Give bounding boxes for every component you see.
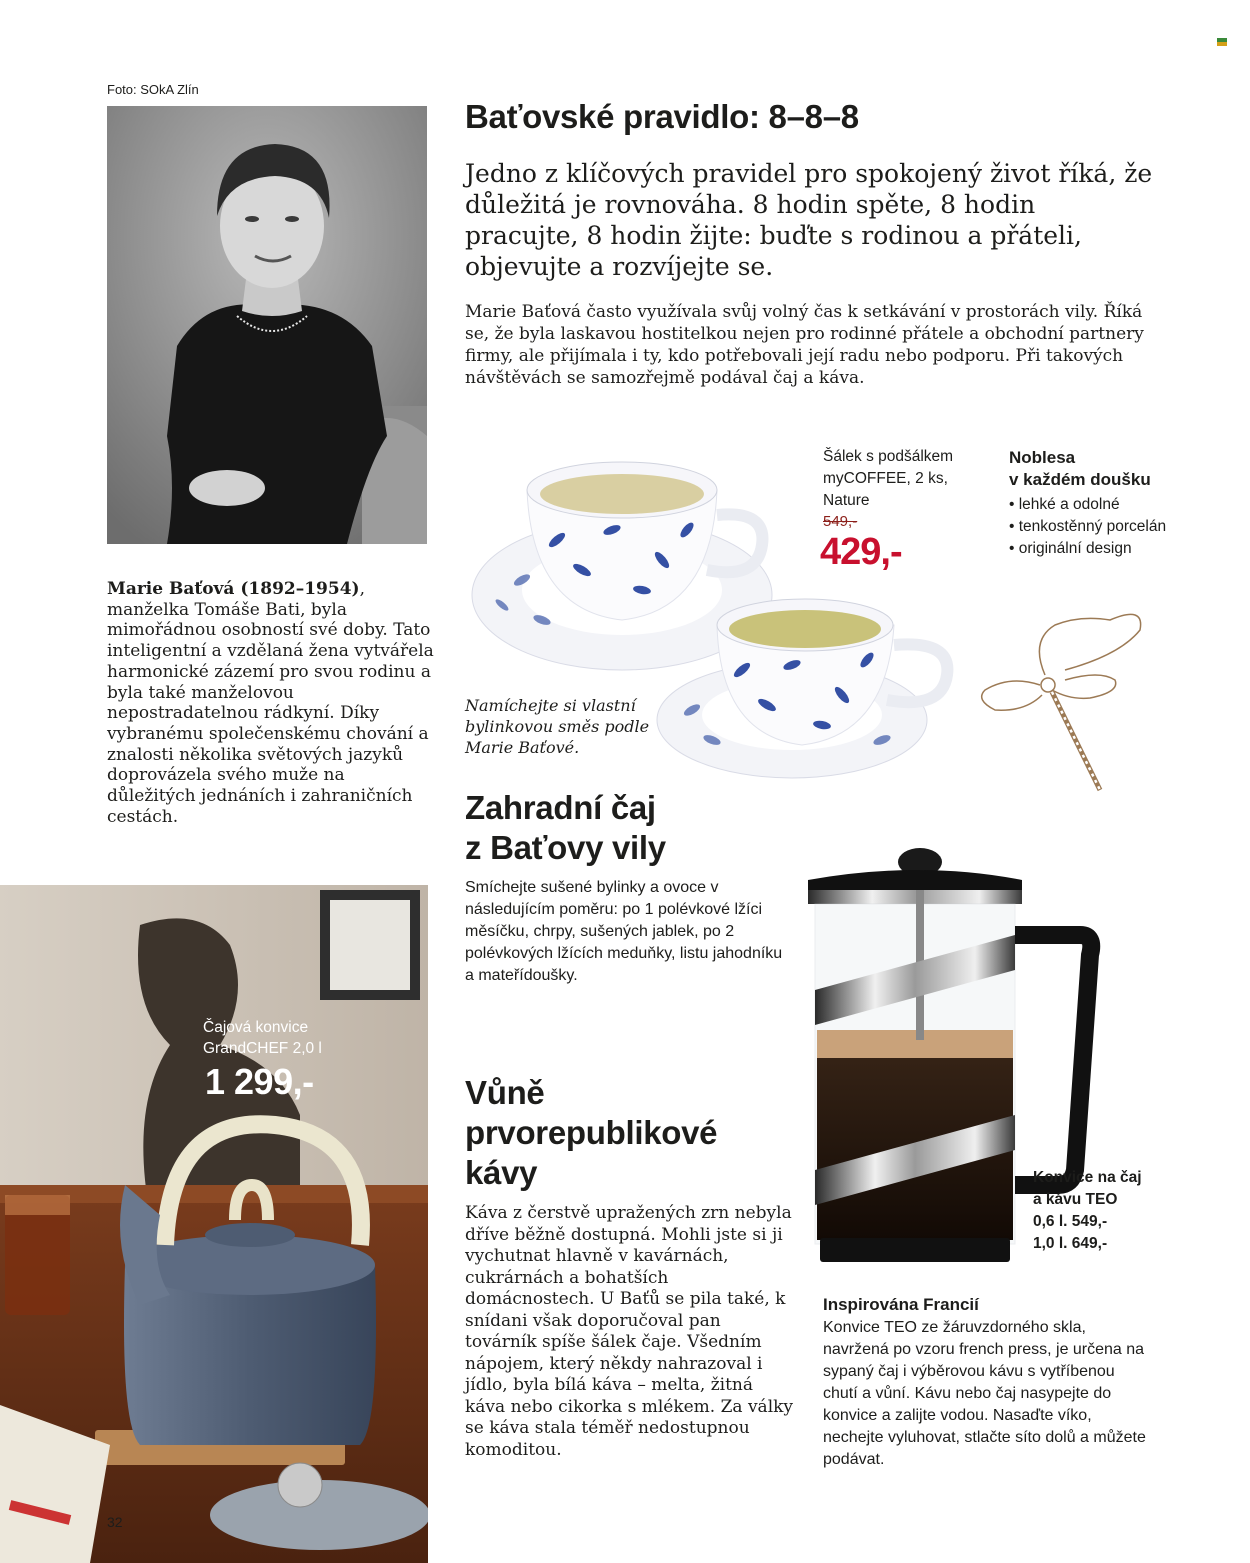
noblesa-item: • originální design [1009, 540, 1132, 557]
noblesa-item: • lehké a odolné [1009, 496, 1120, 513]
tea-recipe-text: Smíchejte sušené bylinky a ovoce v následujícím poměru: po 1 polévkové lžíci měsíčku, chrpy, sušených jablek, po 2 polévkových lžících meduňky, listu jahodníku a mateřídoušky. [465, 879, 783, 984]
kettle-photo [0, 885, 428, 1563]
dragonfly-illustration [970, 600, 1170, 800]
teo-price-large: 1,0 l. 649,- [1033, 1235, 1108, 1252]
tea-heading-line: Zahradní čaj [465, 789, 656, 826]
portrait-photo [107, 106, 427, 544]
noblesa-title-line: Noblesa [1009, 448, 1076, 467]
teo-price-small: 0,6 l. 549,- [1033, 1213, 1108, 1230]
inspired-heading: Inspirována Francií [823, 1295, 979, 1314]
page-number: 32 [107, 1514, 123, 1530]
noblesa-title [1009, 447, 1151, 491]
noblesa-title-line: v každém doušku [1009, 470, 1151, 489]
teo-title-line: Konvice na čaj [1033, 1169, 1142, 1186]
coffee-heading [465, 1073, 795, 1193]
cup-price: 429,- [820, 531, 902, 573]
tea-heading-line: z Baťovy vily [465, 829, 666, 866]
cup-title-line: myCOFFEE, 2 ks, [823, 470, 948, 487]
inspired-text: Konvice TEO ze žáruvzdorného skla, navržená po vzoru french press, je určena na sypaný čaj i výběrovou kávu s vytříbenou chutí a vůní. Kávu nebo čaj nasypejte do konvice a zalijte vodou. Nasaďte víko, nechejte vyluhovat, stlačte síto dolů a můžete podávat. [823, 1319, 1146, 1468]
cup-title-line: Šálek s podšálkem [823, 448, 954, 465]
cup-product-title [823, 446, 953, 512]
noblesa-list [1009, 494, 1166, 560]
coffee-text: Káva z čerstvě upražených zrn nebyla dříve běžně dostupná. Mohli jste si ji vychutnat hlavně v kavárnách, cukrárnách a bohatších domácnostech. U Baťů se pila také, k snídani však doporučoval pan továrník spíše šálek čaje. Všedním nápojem, který někdy nahrazoval i jídlo, byla bílá káva – melta, žitná káva nebo cikorka s mlékem. Za války se káva stala téměř nedostupnou komoditou. [465, 1203, 794, 1460]
cup-title-line: Nature [823, 492, 870, 509]
coffee-heading-line: prvorepublikové [465, 1114, 718, 1151]
teo-title-line: a kávu TEO [1033, 1191, 1118, 1208]
intro-paragraph: Marie Baťová často využívala svůj volný čas k setkávání v prostorách vily. Říká se, že byla laskavou hostitelkou nejen pro rodinné přátele a obchodní partnery firmy, ale přijímala i ty, kdo potřebovali její radu nebo podporu. Při takových návštěvách se samozřejmě podával čaj a káva. [465, 302, 1144, 388]
bio-name: Marie Baťová (1892–1954) [107, 579, 360, 599]
bio-paragraph [107, 579, 437, 827]
lead-paragraph: Jedno z klíčových pravidel pro spokojený život říká, že důležitá je rovnováha. 8 hodin spěte, 8 hodin pracujte, 8 hodin žijte: buďte s rodinou a přáteli, objevujte a rozvíjejte se. [465, 159, 1153, 281]
kettle-label [203, 1017, 322, 1059]
tea-heading [465, 788, 785, 868]
noblesa-item: • tenkostěnný porcelán [1009, 518, 1167, 535]
herb-note: Namíchejte si vlastní bylinkovou směs podle Marie Baťové. [465, 696, 650, 757]
photo-credit: Foto: SOkA Zlín [107, 82, 199, 97]
coffee-heading-line: kávy [465, 1154, 538, 1191]
coffee-heading-line: Vůně [465, 1074, 545, 1111]
cup-old-price: 549,- [823, 513, 858, 530]
kettle-price: 1 299,- [205, 1061, 314, 1102]
kettle-label-line: GrandCHEF 2,0 l [203, 1040, 322, 1057]
kettle-label-line: Čajová konvice [203, 1019, 309, 1036]
corner-flag-icon [1217, 33, 1227, 41]
main-heading: Baťovské pravidlo: 8–8–8 [465, 98, 859, 135]
bio-text: , manželka Tomáše Bati, byla mimořádnou osobností své doby. Tato inteligentní a vzdělaná žena vytvářela harmonické zázemí pro svou rodinu a byla také manželovou nepostradatelnou rádkyní. Díky vybranému společenskému chování a znalosti několika světových jazyků doprovázela svého muže na důležitých jednáních i zahraničních cestách. [107, 579, 434, 827]
teo-title [1033, 1167, 1142, 1211]
